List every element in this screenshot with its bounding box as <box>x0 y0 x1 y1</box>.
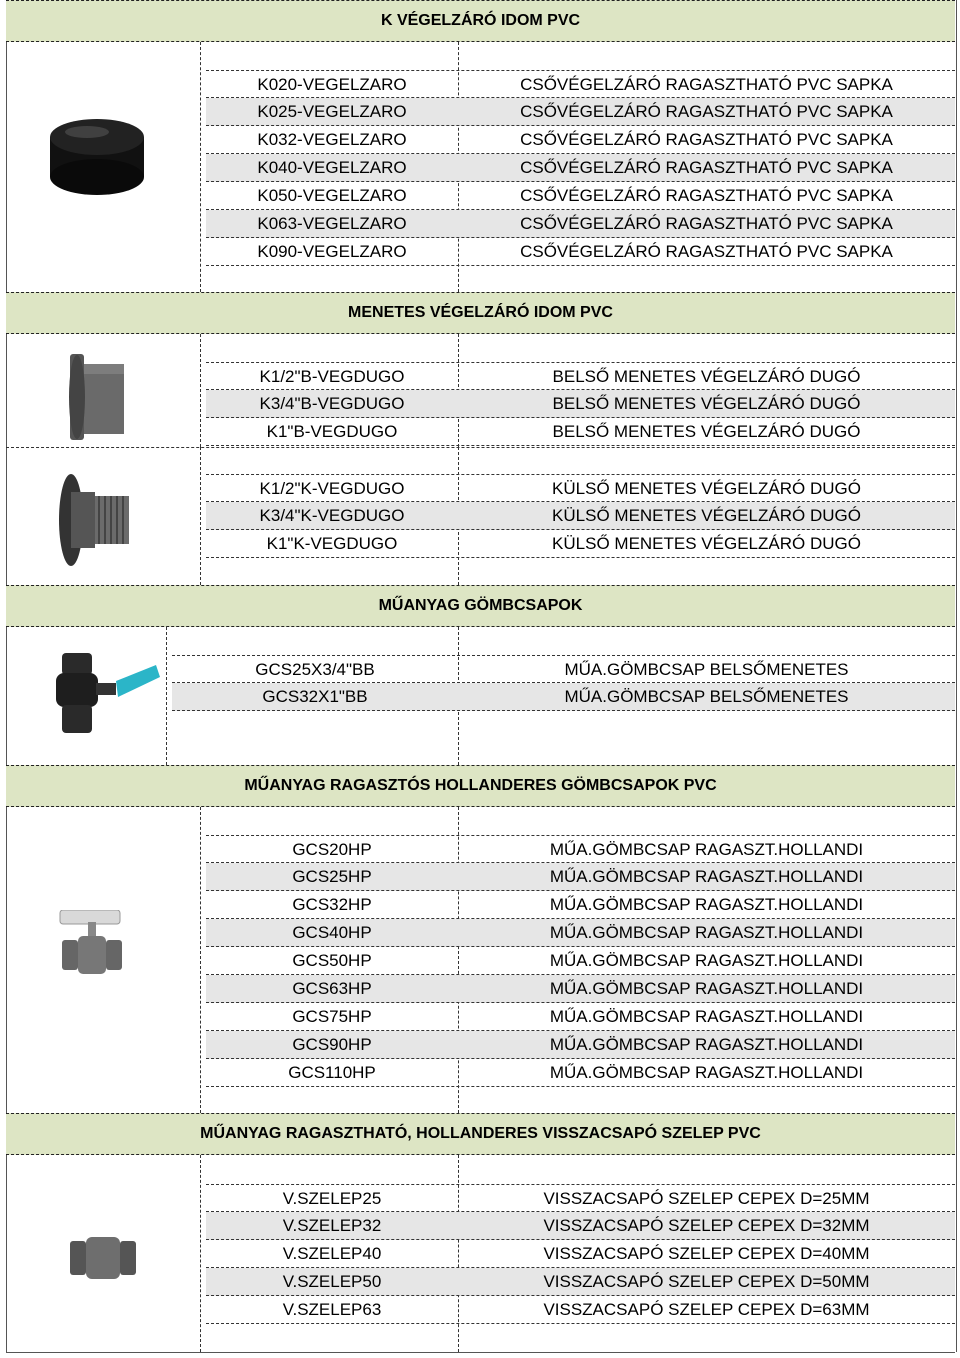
product-code: GCS50HP <box>292 951 372 970</box>
table-row <box>206 70 955 98</box>
product-description: MŰA.GÖMBCSAP BELSŐMENETES <box>564 687 849 706</box>
product-description: CSŐVÉGELZÁRÓ RAGASZTHATÓ PVC SAPKA <box>520 214 893 233</box>
product-description: VISSZACSAPÓ SZELEP CEPEX D=32MM <box>543 1216 870 1235</box>
product-description: MŰA.GÖMBCSAP RAGASZT.HOLLANDI <box>549 951 864 970</box>
table-row <box>206 126 955 154</box>
product-description: CSŐVÉGELZÁRÓ RAGASZTHATÓ PVC SAPKA <box>520 186 893 205</box>
pvc-end-cap-image <box>32 92 162 212</box>
table-row <box>206 1059 955 1087</box>
product-description: BELSŐ MENETES VÉGELZÁRÓ DUGÓ <box>552 422 861 441</box>
section-heading: MŰANYAG RAGASZTÓS HOLLANDERES GÖMBCSAPOK PVC <box>6 765 955 807</box>
product-description: MŰA.GÖMBCSAP RAGASZT.HOLLANDI <box>549 895 864 914</box>
column-divider <box>200 447 201 585</box>
table-row <box>206 947 955 975</box>
product-code: V.SZELEP32 <box>282 1216 382 1235</box>
product-code: GCS75HP <box>292 1007 372 1026</box>
product-description: CSŐVÉGELZÁRÓ RAGASZTHATÓ PVC SAPKA <box>520 75 893 94</box>
table-row <box>206 919 955 947</box>
product-description: KÜLSŐ MENETES VÉGELZÁRÓ DUGÓ <box>552 506 861 525</box>
product-code: GCS20HP <box>292 840 372 859</box>
product-code: V.SZELEP25 <box>282 1189 382 1208</box>
product-description: MŰA.GÖMBCSAP RAGASZT.HOLLANDI <box>549 867 864 886</box>
table-row <box>206 154 955 182</box>
product-code: K090-VEGELZARO <box>257 242 407 261</box>
table-row <box>206 530 955 558</box>
product-description: BELSŐ MENETES VÉGELZÁRÓ DUGÓ <box>552 367 861 386</box>
check-valve-image <box>68 1233 138 1283</box>
table-row <box>206 1031 955 1059</box>
product-code: K063-VEGELZARO <box>257 214 407 233</box>
table-row <box>206 474 955 502</box>
product-description: VISSZACSAPÓ SZELEP CEPEX D=50MM <box>543 1272 870 1291</box>
column-divider <box>200 334 201 447</box>
table-row <box>206 1184 955 1212</box>
product-code: K1"B-VEGDUGO <box>266 422 398 441</box>
product-code: V.SZELEP63 <box>282 1300 382 1319</box>
product-code: GCS32X1"BB <box>262 687 368 706</box>
product-description: MŰA.GÖMBCSAP RAGASZT.HOLLANDI <box>549 1007 864 1026</box>
product-code: K3/4"K-VEGDUGO <box>259 506 405 525</box>
internal-thread-plug-image <box>62 350 132 445</box>
product-code: GCS32HP <box>292 895 372 914</box>
product-description: MŰA.GÖMBCSAP RAGASZT.HOLLANDI <box>549 1063 864 1082</box>
section-heading: MŰANYAG RAGASZTHATÓ, HOLLANDERES VISSZACSAPÓ SZELEP PVC <box>6 1113 955 1155</box>
product-description: VISSZACSAPÓ SZELEP CEPEX D=63MM <box>543 1300 870 1319</box>
table-row <box>206 390 955 418</box>
product-code: GCS25HP <box>292 867 372 886</box>
product-description: CSŐVÉGELZÁRÓ RAGASZTHATÓ PVC SAPKA <box>520 102 893 121</box>
product-description: VISSZACSAPÓ SZELEP CEPEX D=40MM <box>543 1244 870 1263</box>
product-code: GCS40HP <box>292 923 372 942</box>
table-row <box>206 362 955 390</box>
product-code: K025-VEGELZARO <box>257 102 407 121</box>
table-row <box>206 1212 955 1240</box>
section-heading: K VÉGELZÁRÓ IDOM PVC <box>6 0 955 42</box>
product-code: V.SZELEP40 <box>282 1244 382 1263</box>
product-description: MŰA.GÖMBCSAP RAGASZT.HOLLANDI <box>549 979 864 998</box>
product-description: KÜLSŐ MENETES VÉGELZÁRÓ DUGÓ <box>552 479 861 498</box>
product-code: V.SZELEP50 <box>282 1272 382 1291</box>
plastic-ball-valve-image <box>38 643 166 743</box>
table-row <box>206 98 955 126</box>
column-divider <box>200 807 201 1113</box>
column-divider <box>200 42 201 292</box>
table-row <box>206 1240 955 1268</box>
product-code: GCS110HP <box>288 1063 376 1082</box>
table-row <box>206 835 955 863</box>
product-description: BELSŐ MENETES VÉGELZÁRÓ DUGÓ <box>552 394 861 413</box>
product-code: K3/4"B-VEGDUGO <box>259 394 405 413</box>
product-description: MŰA.GÖMBCSAP RAGASZT.HOLLANDI <box>549 923 864 942</box>
product-code: K040-VEGELZARO <box>257 158 407 177</box>
table-row <box>206 891 955 919</box>
sheet-bottom-border <box>6 1352 955 1353</box>
product-description: CSŐVÉGELZÁRÓ RAGASZTHATÓ PVC SAPKA <box>520 242 893 261</box>
product-code: GCS25X3/4"BB <box>255 660 375 679</box>
external-thread-plug-image <box>55 470 135 570</box>
product-code: GCS90HP <box>292 1035 372 1054</box>
table-row <box>206 1268 955 1296</box>
product-description: MŰA.GÖMBCSAP RAGASZT.HOLLANDI <box>549 840 864 859</box>
table-row <box>206 210 955 238</box>
product-description: CSŐVÉGELZÁRÓ RAGASZTHATÓ PVC SAPKA <box>520 158 893 177</box>
product-description: MŰA.GÖMBCSAP RAGASZT.HOLLANDI <box>549 1035 864 1054</box>
table-row <box>172 655 955 683</box>
product-code: K032-VEGELZARO <box>257 130 407 149</box>
table-row <box>206 418 955 446</box>
table-row <box>206 238 955 266</box>
product-description: MŰA.GÖMBCSAP BELSŐMENETES <box>564 660 849 679</box>
table-row <box>206 502 955 530</box>
product-code: K050-VEGELZARO <box>257 186 407 205</box>
product-description: CSŐVÉGELZÁRÓ RAGASZTHATÓ PVC SAPKA <box>520 130 893 149</box>
union-ball-valve-image <box>58 910 128 985</box>
table-row <box>206 182 955 210</box>
section-heading: MŰANYAG GÖMBCSAPOK <box>6 585 955 627</box>
product-code: K1"K-VEGDUGO <box>266 534 398 553</box>
product-description: KÜLSŐ MENETES VÉGELZÁRÓ DUGÓ <box>552 534 861 553</box>
product-code: K1/2"K-VEGDUGO <box>259 479 405 498</box>
section-heading: MENETES VÉGELZÁRÓ IDOM PVC <box>6 292 955 334</box>
table-row <box>206 1296 955 1324</box>
column-divider <box>200 1155 201 1352</box>
product-code: K020-VEGELZARO <box>257 75 407 94</box>
group-divider <box>6 447 955 448</box>
product-code: K1/2"B-VEGDUGO <box>259 367 405 386</box>
product-code: GCS63HP <box>292 979 372 998</box>
product-description: VISSZACSAPÓ SZELEP CEPEX D=25MM <box>543 1189 870 1208</box>
table-row <box>206 863 955 891</box>
table-row <box>206 1003 955 1031</box>
table-row <box>206 975 955 1003</box>
table-row <box>172 683 955 711</box>
column-divider <box>166 627 167 765</box>
